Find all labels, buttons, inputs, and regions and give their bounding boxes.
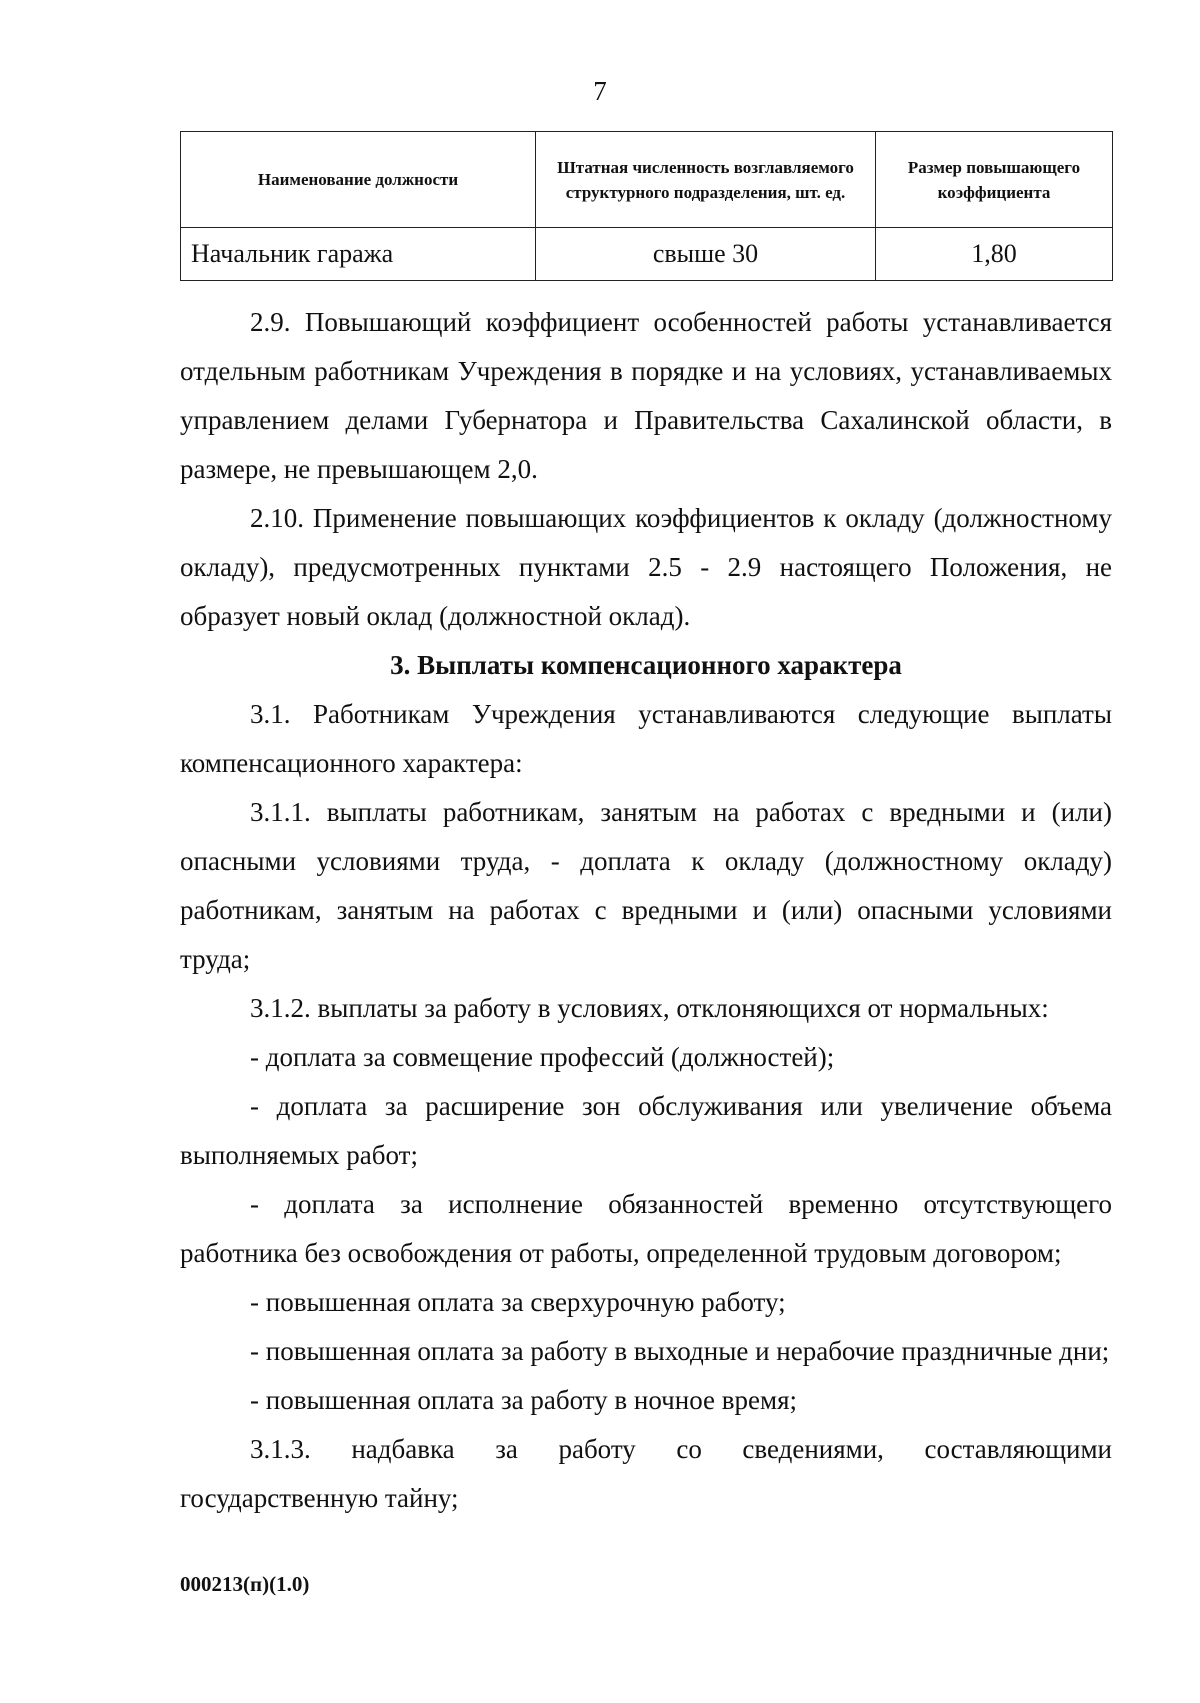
paragraph-3-1-1: 3.1.1. выплаты работникам, занятым на работах с вредными и (или) опасными условиями труда, - доплата к окладу (должностному окладу) работникам, занятым на работах с вредными и (или) опасными условиями труда; [180, 797, 1112, 974]
paragraph-3-1-3: 3.1.3. надбавка за работу со сведениями, составляющими государственную тайну; [180, 1434, 1112, 1513]
list-item: - доплата за совмещение профессий (должностей); [250, 1042, 835, 1072]
paragraph-2-10: 2.10. Применение повышающих коэффициентов к окладу (должностному окладу), предусмотренных пунктами 2.5 - 2.9 настоящего Положения, не образует новый оклад (должностной оклад). [180, 503, 1112, 631]
header-position-name: Наименование должности [181, 132, 536, 228]
cell-staff-count: свыше 30 [536, 228, 876, 281]
list-item: - повышенная оплата за работу в ночное время; [250, 1385, 798, 1415]
cell-position: Начальник гаража [181, 228, 536, 281]
paragraph-3-1-2: 3.1.2. выплаты за работу в условиях, отклоняющихся от нормальных: [250, 993, 1049, 1023]
page-number: 7 [593, 76, 607, 106]
paragraph-2-9: 2.9. Повышающий коэффициент особенностей работы устанавливается отдельным работникам Учреждения в порядке и на условиях, устанавливаемых управлением делами Губернатора и Правительства Сахалинской области, в размере, не превышающем 2,0. [180, 307, 1112, 484]
document-body [180, 298, 1112, 1523]
list-item: - повышенная оплата за сверхурочную работу; [250, 1287, 786, 1317]
paragraph-3-1: 3.1. Работникам Учреждения устанавливаются следующие выплаты компенсационного характера: [180, 699, 1112, 778]
header-coefficient: Размер повышающего коэффициента [876, 132, 1113, 228]
list-item: - доплата за расширение зон обслуживания или увеличение объема выполняемых работ; [180, 1091, 1112, 1170]
coefficient-table [180, 131, 1113, 281]
cell-coefficient: 1,80 [876, 228, 1113, 281]
list-item: - доплата за исполнение обязанностей временно отсутствующего работника без освобождения от работы, определенной трудовым договором; [180, 1189, 1112, 1268]
table-header-row [181, 132, 1113, 228]
table-row [181, 228, 1113, 281]
list-item: - повышенная оплата за работу в выходные и нерабочие праздничные дни; [250, 1336, 1110, 1366]
header-staff-count: Штатная численность возглавляемого структурного подразделения, шт. ед. [536, 132, 876, 228]
document-code: 000213(п)(1.0) [180, 1572, 310, 1596]
section-3-title: 3. Выплаты компенсационного характера [390, 650, 902, 680]
